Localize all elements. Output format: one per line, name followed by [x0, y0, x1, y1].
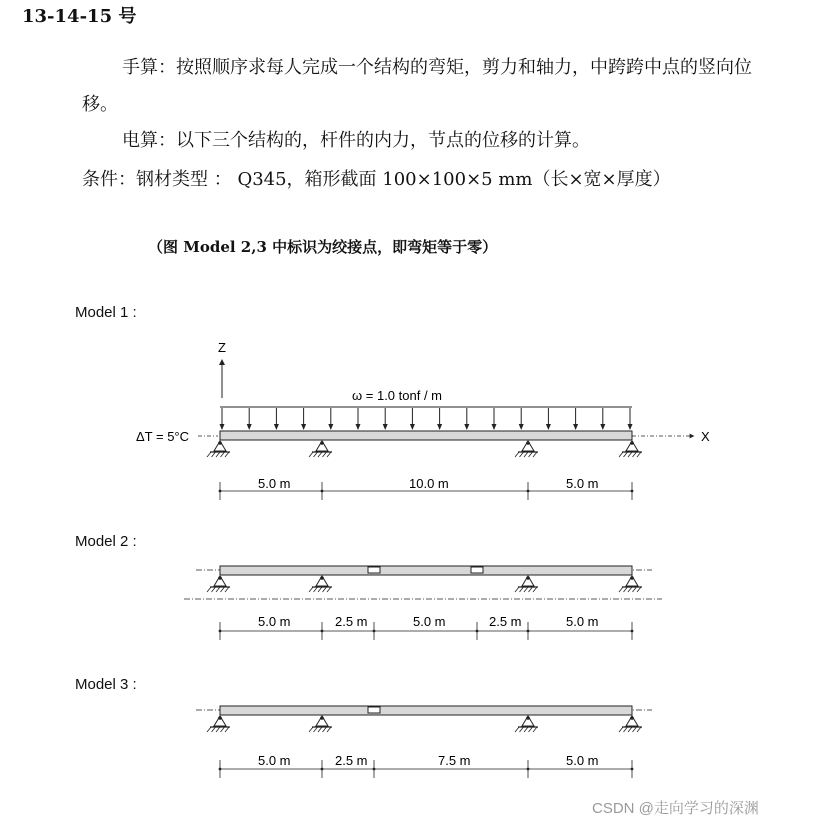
model2-support-2	[309, 576, 332, 592]
load-arrow	[274, 408, 279, 430]
model1-span-2: 10.0 m	[409, 476, 449, 491]
load-arrow	[600, 408, 605, 430]
model3-support-1	[207, 716, 230, 732]
model1-support-4	[619, 441, 642, 457]
model2-support-3	[515, 576, 538, 592]
hand-calc-paragraph-line1: 手算：按照顺序求每人完成一个结构的弯矩，剪力和轴力，中跨跨中点的竖向位	[122, 57, 752, 78]
electronic-calc-paragraph: 电算：以下三个结构的，杆件的内力，节点的位移的计算。	[122, 130, 590, 151]
model3-support-4	[619, 716, 642, 732]
load-arrow	[573, 408, 578, 430]
model3-beam	[220, 706, 632, 715]
load-arrow	[519, 408, 524, 430]
model2-support-4	[619, 576, 642, 592]
load-arrow	[464, 408, 469, 430]
load-arrow	[410, 408, 415, 430]
load-arrow	[328, 408, 333, 430]
section-heading: 13-14-15 号	[22, 6, 137, 27]
model2-support-1	[207, 576, 230, 592]
model2-dimensions	[219, 614, 634, 640]
temperature-label: ΔT = 5°C	[136, 429, 190, 444]
z-axis-label: Z	[218, 340, 226, 355]
model1-support-3	[515, 441, 538, 457]
model1-dimensions	[219, 476, 634, 500]
model2-beam	[220, 566, 632, 575]
model3-supports	[207, 716, 642, 732]
model3-span-3: 7.5 m	[438, 753, 471, 768]
model2-span-2: 2.5 m	[335, 614, 368, 629]
model1-span-1: 5.0 m	[258, 476, 291, 491]
model2-span-1: 5.0 m	[258, 614, 291, 629]
model3-span-2: 2.5 m	[335, 753, 368, 768]
model2-span-3: 5.0 m	[413, 614, 446, 629]
model1-span-3: 5.0 m	[566, 476, 599, 491]
distributed-load-arrows	[220, 408, 633, 430]
model1-supports	[207, 441, 642, 457]
load-arrow	[492, 408, 497, 430]
load-label: ω = 1.0 tonf / m	[352, 388, 442, 403]
model3-hinge	[368, 707, 380, 713]
model1-beam	[220, 431, 632, 440]
model1-label: Model 1 :	[75, 304, 137, 321]
model2-supports	[207, 576, 642, 592]
csdn-watermark: CSDN @走向学习的深渊	[592, 800, 759, 817]
model2-span-5: 5.0 m	[566, 614, 599, 629]
model3-diagram	[196, 706, 652, 778]
x-axis-label: X	[701, 429, 710, 444]
model2-hinge-1	[368, 567, 380, 573]
model3-dimensions	[219, 753, 634, 778]
load-arrow	[356, 408, 361, 430]
load-arrow	[437, 408, 442, 430]
model3-label: Model 3 :	[75, 676, 137, 693]
model2-hinge-2	[471, 567, 483, 573]
model3-span-4: 5.0 m	[566, 753, 599, 768]
model1-support-2	[309, 441, 332, 457]
load-arrow	[220, 408, 225, 430]
model3-span-1: 5.0 m	[258, 753, 291, 768]
load-arrow	[628, 408, 633, 430]
conditions-paragraph: 条件：钢材类型 ： Q345，箱形截面 100×100×5 mm（长×宽×厚度）	[82, 169, 671, 190]
model1-support-1	[207, 441, 230, 457]
load-arrow	[301, 408, 306, 430]
load-arrow	[247, 408, 252, 430]
model1-diagram	[136, 340, 710, 500]
hand-calc-paragraph-line2: 移。	[82, 94, 118, 115]
model3-support-3	[515, 716, 538, 732]
load-arrow	[546, 408, 551, 430]
model2-diagram	[184, 566, 662, 640]
hinge-note: （图 Model 2,3 中标识为绞接点，即弯矩等于零）	[148, 238, 498, 256]
model2-span-4: 2.5 m	[489, 614, 522, 629]
model3-support-2	[309, 716, 332, 732]
load-arrow	[383, 408, 388, 430]
model2-label: Model 2 :	[75, 533, 137, 550]
